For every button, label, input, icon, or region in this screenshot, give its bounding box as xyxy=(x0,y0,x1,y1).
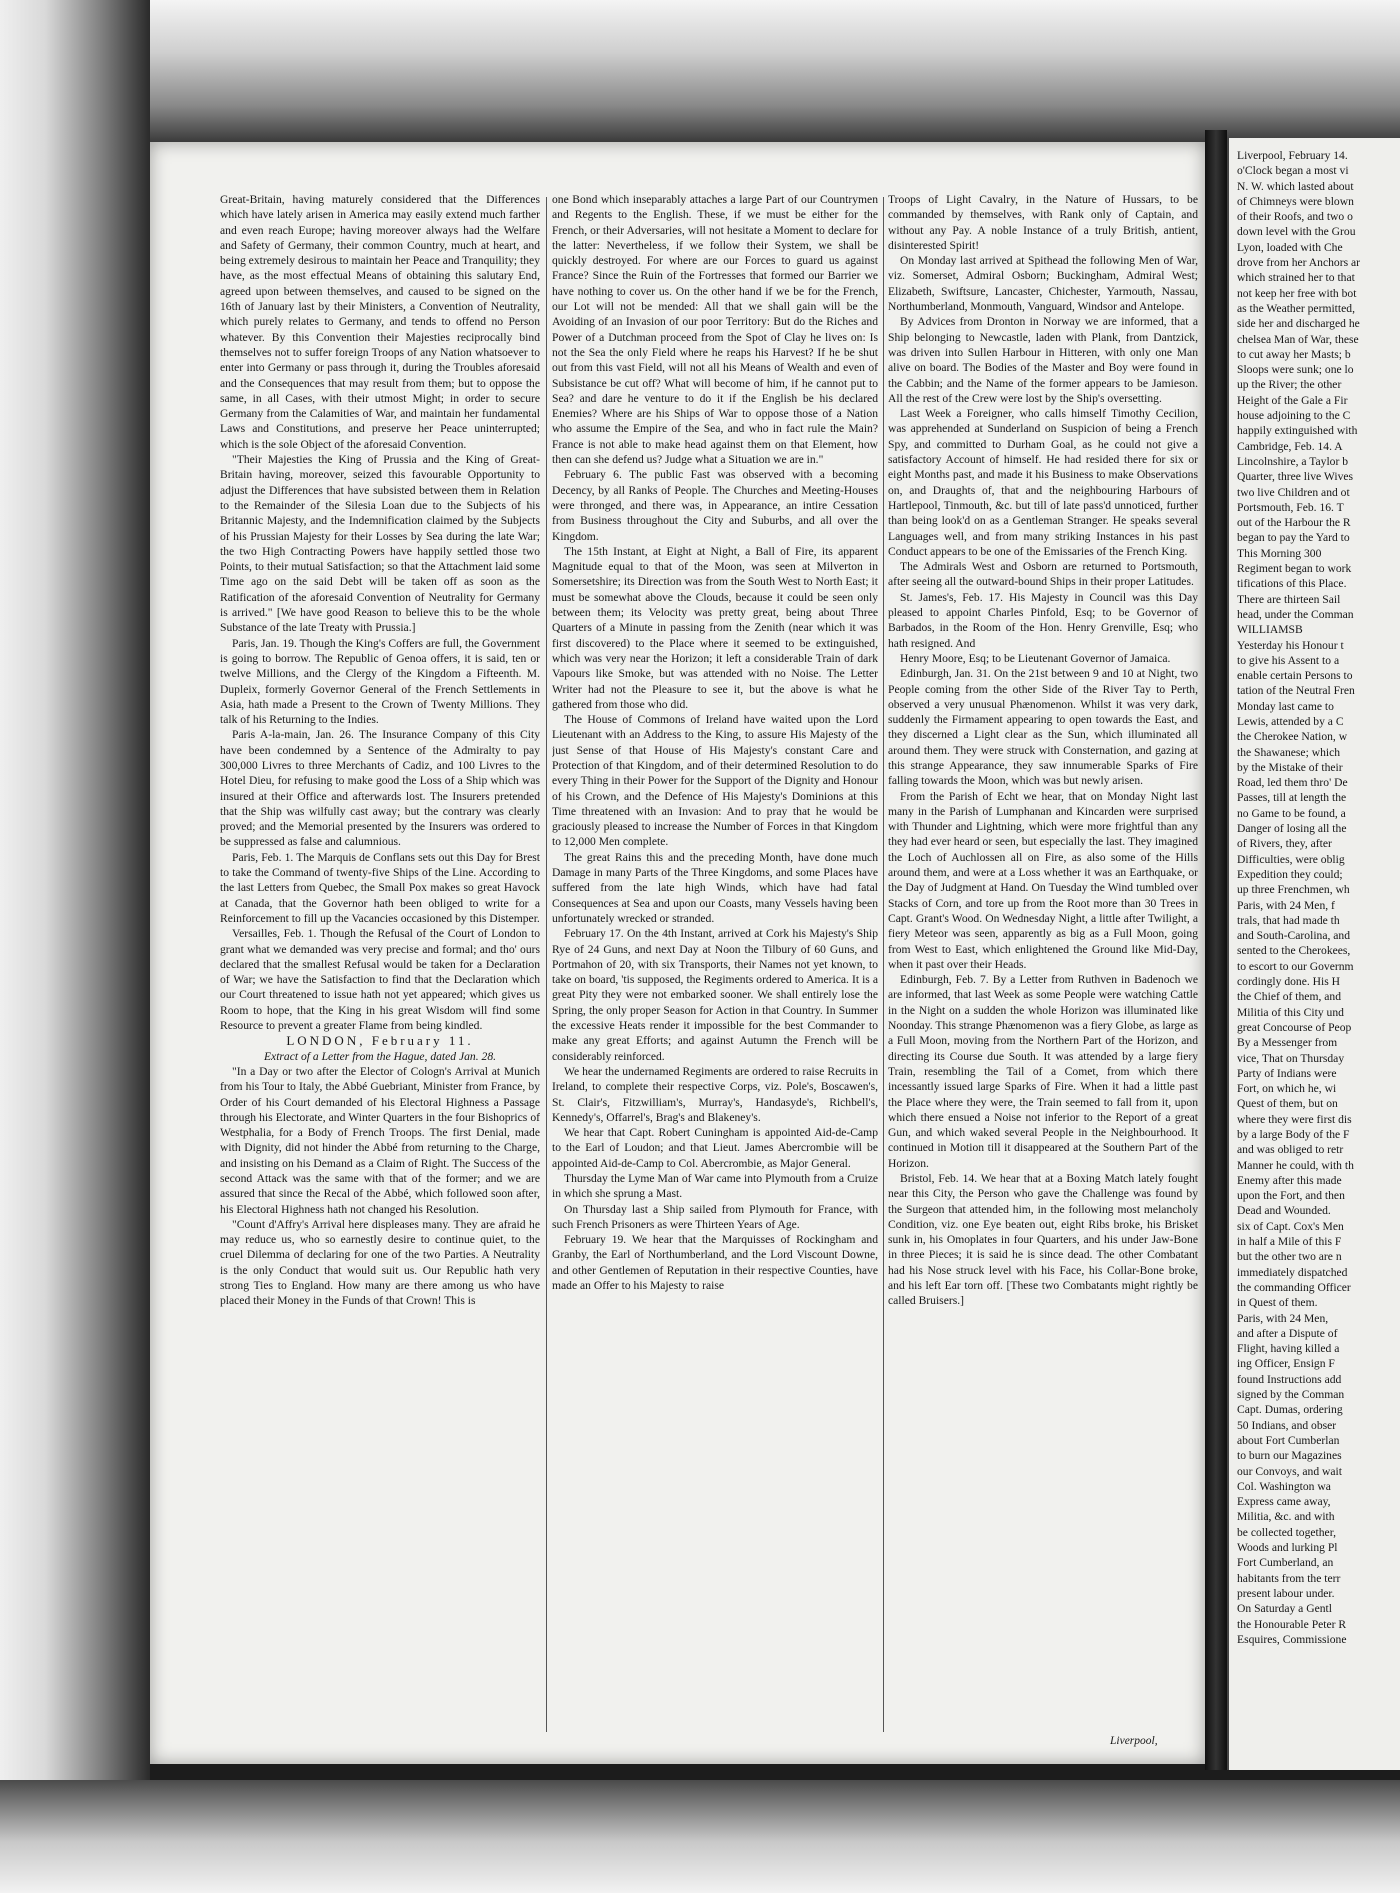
facing-page-line: Portsmouth, Feb. 16. T xyxy=(1237,500,1344,514)
facing-page-line: and South-Carolina, and xyxy=(1237,929,1351,943)
book-gutter xyxy=(1205,130,1227,1770)
facing-page-line: There are thirteen Sail xyxy=(1237,592,1341,606)
facing-page-line: Esquires, Commissione xyxy=(1237,1632,1347,1646)
facing-page-line: side her and discharged he xyxy=(1237,317,1360,331)
paragraph: "Count d'Affry's Arrival here displeases many. They are afraid he may reduce us, who so earnestly desire to continue quiet, to the cruel Dilemma of declaring for one of the two Parties. A Neutrality is the only Conduct that would suit us. Our Republic hath very strong Ties to England. How many are there among us who have placed their Money in the Funds of that Crown! This is xyxy=(220,1217,540,1308)
facing-page-line: tifications of this Place. xyxy=(1237,577,1347,591)
facing-page-line: Lewis, attended by a C xyxy=(1237,714,1344,728)
facing-page-line: up the River; the other xyxy=(1237,378,1342,392)
facing-page-line: Passes, till at length the xyxy=(1237,791,1347,805)
facing-page-line: in half a Mile of this F xyxy=(1237,1235,1342,1249)
facing-page-line: to give his Assent to a xyxy=(1237,653,1340,667)
facing-page-line: by the Mistake of their xyxy=(1237,760,1343,774)
facing-page-line: Road, led them thro' De xyxy=(1237,776,1348,790)
facing-page-line: Liverpool, February 14. xyxy=(1237,149,1348,162)
paragraph: We hear the undernamed Regiments are ordered to raise Recruits in Ireland, to complete their respective Corps, viz. Pole's, Boscawen's, St. Clair's, Fitzwilliam's, Murray's, Handasyde's, Richbell's, Kennedy's, Offarrel's, Brag's and Blakeney's. xyxy=(552,1064,878,1124)
facing-page-line: of their Roofs, and two o xyxy=(1237,210,1353,224)
dateline-heading: LONDON, February 11. xyxy=(286,1033,474,1049)
facing-page-line: to escort to our Governm xyxy=(1237,959,1354,973)
facing-page-line: by a large Body of the F xyxy=(1237,1128,1350,1141)
paragraph: one Bond which inseparably attaches a large Part of our Countrymen and Regents to the English. These, if we must be either for the French, or their Adversaries, will not hesitate a Moment to declare for the latter: Nevertheless, if we follow their System, we shall be quickly destroyed. For where are our Forces to guard us against France? Since the Ruin of the Fortresses that formed our Barrier we have nothing to cover us. On the other hand if we be for the French, our Lot will not be mended: All that we shall gain will be the Avoiding of an Invasion of our poor Territory: But do the Riches and Power of a Dutchman proceed from the Spot of Clay he lives on: Is not the Sea the only Field where he reaps his Harvest? If he be shut out from this vast Field, will not all his Means of Wealth and even of Subsistance be cut off? What will become of him, if he cannot put to Sea? and dare he venture to do it if the English be his declared Enemies? Where are his Ships of War to oppose those of a Nation who assume the Empire of the Sea, and who in fact rule the Main? France is not able to make head against them on that Element, how then can she defend us? Judge what a Situation we are in." xyxy=(552,193,878,467)
paragraph: Versailles, Feb. 1. Though the Refusal of the Court of London to grant what we demanded was very precise and formal; and tho' ours declared that the smallest Refusal would be taken for a Declaration of War; we have the Satisfaction to find that the Declaration which our Court threatened to issue hath not yet appeared; which gives us Room to hope, that the King in his great Wisdom will find some Resource to prevent a greater Flame from being kindled. xyxy=(220,927,540,1033)
column-3 xyxy=(888,192,1198,1742)
paragraph: The Admirals West and Osborn are returned to Portsmouth, after seeing all the outward-bound Ships in their proper Latitudes. xyxy=(888,560,1198,589)
facing-page-line: to cut away her Masts; b xyxy=(1237,347,1351,361)
facing-page-line: no Game to be found, a xyxy=(1237,806,1346,820)
paragraph: February 17. On the 4th Instant, arrived at Cork his Majesty's Ship Rye of 24 Guns, and next Day at Noon the Tilbury of 60 Guns, and Portmahon of 20, with six Transports, their Names not yet known, to take on board, 'tis supposed, the Regiments ordered to America. It is a great Pity they were not embarked sooner. We shall entirely lose the Spring, the only proper Season for Action in that Country. In Summer the excessive Heats render it impossible for the best Commander to make any great Efforts; and against Autumn the French will be considerably reinforced. xyxy=(552,927,878,1063)
facing-page-line: where they were first dis xyxy=(1237,1112,1352,1126)
facing-page-line: WILLIAMSB xyxy=(1237,623,1303,637)
paragraph: Great-Britain, having maturely considered that the Differences which have lately arisen in America may easily extend much farther and even reach Europe; having moreover always had the Welfare and Safety of Germany, their common Country, much at heart, and being extremely desirous to maintain her Peace and Tranquility; they have, as the most effectual Means of obtaining this salutary End, agreed upon between themselves, and caused to be signed on the 16th of January last by their Ministers, a Convention of Neutrality, which purely relates to Germany, and tends to offend no Person whatever. By this Convention their Majesties reciprocally bind themselves not to suffer foreign Troops of any Nation whatsoever to enter into Germany or pass through it, during the Troubles aforesaid and the Consequences that may result from them; but to oppose the same, in all Cases, with their utmost Might; in order to secure Germany from the Calamities of War, and maintain her fundamental Laws and Constitutions, and preserve her Peace uninterrupted; which is the sole Object of the aforesaid Convention. xyxy=(220,193,540,451)
facing-page-line: By a Messenger from xyxy=(1237,1036,1338,1050)
facing-page-line: Fort, on which he, wi xyxy=(1237,1082,1337,1096)
facing-page-line: the commanding Officer xyxy=(1237,1280,1351,1294)
facing-page-line: Paris, with 24 Men, f xyxy=(1237,898,1335,912)
facing-page-line: upon the Fort, and then xyxy=(1237,1189,1345,1203)
facing-page-line: head, under the Comman xyxy=(1237,607,1354,621)
facing-page-line: to burn our Magazines xyxy=(1237,1449,1342,1463)
paragraph: By Advices from Dronton in Norway we are informed, that a Ship belonging to Newcastle, laden with Plank, from Dantzick, was driven into Sullen Harbour in Hitteren, with only one Man alive on board. The Bodies of the Master and Boy were found in the Cabbin; and the Name of the former appears to be Jamieson. All the rest of the Crew were lost by the Ship's oversetting. xyxy=(888,315,1198,405)
facing-page-line: Manner he could, with th xyxy=(1237,1158,1354,1172)
facing-page-line: Regiment began to work xyxy=(1237,562,1352,576)
scan-left-shadow xyxy=(0,0,150,1893)
facing-page-line: of Chimneys were blown xyxy=(1237,194,1354,208)
facing-page-line: be collected together, xyxy=(1237,1525,1336,1539)
paragraph: Henry Moore, Esq; to be Lieutenant Governor of Jamaica. xyxy=(900,651,1171,665)
paragraph: We hear that Capt. Robert Cuningham is appointed Aid-de-Camp to the Earl of Loudon; and that Lieut. James Abercrombie will be appointed Aid-de-Camp to Col. Abercrombie, as Major General. xyxy=(552,1126,878,1170)
facing-page-line: Difficulties, were oblig xyxy=(1237,852,1345,866)
paragraph: Last Week a Foreigner, who calls himself Timothy Cecilion, was apprehended at Sunderland on Suspicion of being a French Spy, and committed to Durham Goal, as he could not give a satisfactory Account of himself. He had resided there for six or eight Months past, and made it his Business to make Observations on, and Draughts of, that and the neighbouring Harbours of Hartlepool, Tinmouth, &c. but till of late pass'd unnoticed, further than being look'd on as a Gentleman Stranger. He speaks several Languages well, and from many striking Instances in his past Conduct appears to be one of the Emissaries of the French King. xyxy=(888,407,1198,558)
facing-page-line: out of the Harbour the R xyxy=(1237,516,1351,530)
facing-page-line: Capt. Dumas, ordering xyxy=(1237,1403,1343,1417)
column-rule-2 xyxy=(883,197,884,1732)
facing-page-line: enable certain Persons to xyxy=(1237,669,1353,683)
facing-page-line: which strained her to that xyxy=(1237,271,1355,285)
facing-page-line: of Rivers, they, after xyxy=(1237,837,1332,851)
paragraph: February 6. The public Fast was observed with a becoming Decency, by all Ranks of People. The Churches and Meeting-Houses were thronged, and there was, in Appearance, an intire Cessation from Business throughout the City and Suburbs, and all over the Kingdom. xyxy=(552,468,878,543)
facing-page-line: Woods and lurking Pl xyxy=(1237,1541,1338,1555)
paragraph: The House of Commons of Ireland have waited upon the Lord Lieutenant with an Address to the King, to assure His Majesty of the just Sense of that House of His Majesty's constant Care and Protection of that Kingdom, and of their determined Resolution to do every Thing in their Power for the Support of the Dignity and Honour of his Crown, and the Defence of His Majesty's Dominions at this Time threatened with an Invasion: And to pray that he would be graciously pleased to increase the Number of Forces in that Kingdom to 12,000 Men complete. xyxy=(552,713,878,849)
facing-page-line: two live Children and ot xyxy=(1237,485,1350,499)
facing-page-line: Militia, &c. and with xyxy=(1237,1510,1335,1524)
paragraph: "In a Day or two after the Elector of Cologn's Arrival at Munich from his Tour to Italy, the Abbé Guebriant, Minister from France, by Order of his Court demanded of his Electoral Highness a Passage through his Electorate, and Winter Quarters in the four Bishoprics of Westphalia, for a Body of French Troops. The first Denial, made with Dignity, did not hinder the Abbé from returning to the Charge, and insisting on his Demand as a Claim of Right. The Success of the second Attack was the same with that of the former; and we are assured that since the Recal of the Abbé, which followed soon after, his Electoral Highness hath not changed his Resolution. xyxy=(220,1064,540,1216)
paragraph: Edinburgh, Feb. 7. By a Letter from Ruthven in Badenoch we are informed, that last Week as some People were watching Cattle in the Night on a sudden the whole Horizon was illuminated like Noonday. This strange Phænomenon was a fiery Globe, as large as a Full Moon, moving from the Northern Part of the Horizon, and directing its Course due South. It was attended by a large fiery Train, resembling the Tail of a Comet, from which there incessantly issued large Sparks of Fire. When it had a little past the Place where they were, the Train seemed to fall from it, upon which there ensued a Noise not inferior to the Report of a great Gun, and which waked several People in the Neighbourhood. It continued in Motion till it disappeared at the Southern Part of the Horizon. xyxy=(888,973,1198,1170)
facing-page-line: as the Weather permitted, xyxy=(1237,301,1355,315)
facing-page-line: and was obliged to retr xyxy=(1237,1143,1344,1157)
facing-page-fragment xyxy=(1227,138,1400,1770)
facing-page-line: tation of the Neutral Fren xyxy=(1237,684,1355,698)
facing-page-line: habitants from the terr xyxy=(1237,1571,1341,1585)
facing-page-line: sented to the Cherokees, xyxy=(1237,944,1351,958)
facing-page-line: Cambridge, Feb. 14. A xyxy=(1237,439,1343,453)
column-2 xyxy=(552,192,878,1742)
facing-page-line: not keep her free with bot xyxy=(1237,286,1357,300)
facing-page-line: Paris, with 24 Men, xyxy=(1237,1311,1329,1325)
column-rule-1 xyxy=(546,197,547,1732)
facing-page-line: Lyon, loaded with Che xyxy=(1237,240,1343,254)
facing-page-line: Monday last came to xyxy=(1237,699,1334,713)
facing-page-line: Enemy after this made xyxy=(1237,1173,1342,1187)
facing-page-line: This Morning 300 xyxy=(1237,546,1322,560)
facing-page-line: about Fort Cumberlan xyxy=(1237,1433,1340,1447)
facing-page-line: our Convoys, and wait xyxy=(1237,1464,1342,1478)
facing-page-line: Sloops were sunk; one lo xyxy=(1237,363,1354,377)
paragraph: On Monday last arrived at Spithead the following Men of War, viz. Somerset, Admiral Osborn; Buckingham, Admiral West; Elizabeth, Swiftsure, Lancaster, Chichester, Yarmouth, Nassau, Northumberland, Monmouth, Vanguard, Windsor and Antelope. xyxy=(888,254,1198,314)
scan-top-shadow xyxy=(0,0,1400,150)
facing-page-line: drove from her Anchors ar xyxy=(1237,256,1360,270)
paragraph: "Their Majesties the King of Prussia and the King of Great-Britain having, moreover, seized this favourable Opportunity to adjust the Differences that have subsisted between them in Relation to the Remainder of the Silesia Loan due to the Subjects of his Britannic Majesty, and the Indemnification claimed by the Subjects of his Prussian Majesty for their Losses by Sea during the late War; the two High Contracting Powers have happily settled those two Points, to their mutual Satisfaction; so that the Attachment laid some Time ago on the said Debt will be taken off as soon as the Ratification of the aforesaid Convention of Neutrality for Germany is arrived." [We have good Reason to believe this to be the whole Substance of the late Treaty with Prussia.] xyxy=(220,453,540,635)
facing-page-line: Dead and Wounded. xyxy=(1237,1204,1331,1218)
facing-page-line: house adjoining to the C xyxy=(1237,409,1351,423)
letter-heading: Extract of a Letter from the Hague, dated Jan. 28. xyxy=(263,1049,497,1063)
facing-page-line: the Chief of them, and xyxy=(1237,990,1341,1004)
facing-page-line: o'Clock began a most vi xyxy=(1237,164,1349,178)
facing-page-line: Lincolnshire, a Taylor b xyxy=(1237,454,1349,468)
facing-page-line: Express came away, xyxy=(1237,1495,1331,1509)
facing-page-line: Fort Cumberland, an xyxy=(1237,1556,1334,1570)
facing-page-line: 50 Indians, and obser xyxy=(1237,1418,1337,1432)
facing-page-line: six of Capt. Cox's Men xyxy=(1237,1219,1344,1233)
paragraph: The great Rains this and the preceding Month, have done much Damage in many Parts of the Three Kingdoms, and some Places have suffered from the late high Winds, which have had fatal Consequences at Sea and upon our Coasts, many Vessels having been unfortunately wrecked or stranded. xyxy=(552,850,878,925)
paragraph: St. James's, Feb. 17. His Majesty in Council was this Day pleased to appoint Charles Pinfold, Esq; to be Governor of Barbados, in the Room of the Hon. Henry Grenville, Esq; who hath resigned. And xyxy=(888,590,1198,650)
paragraph: February 19. We hear that the Marquisses of Rockingham and Granby, the Earl of Northumberland, and the Lord Viscount Downe, and other Gentlemen of Reputation in their respective Counties, have made an Offer to his Majesty to raise xyxy=(552,1233,878,1293)
facing-page-line: Yesterday his Honour t xyxy=(1237,638,1344,652)
paragraph: Troops of Light Cavalry, in the Nature of Hussars, to be commanded by themselves, with Rank only of Captain, and without any Pay. A noble Instance of a truly British, antient, disinterested Spirit! xyxy=(888,193,1198,252)
facing-page-line: immediately dispatched xyxy=(1237,1265,1348,1279)
paragraph: From the Parish of Echt we hear, that on Monday Night last many in the Parish of Lumphanan and Kincarden were surprised with Thunder and Lightning, which were more frightful than any they had ever heard or seen, but especially the last. They imagined the Loch of Auchlossen all on Fire, as also some of the Hills around them, and were at a Loss whether it was an Earthquake, or the Day of Judgment at Hand. On Tuesday the Wind tumbled over Stacks of Corn, and tore up from the Root more than 30 Trees in Capt. Grant's Wood. On Wednesday Night, a little after Twilight, a fiery Meteor was seen, apparently as big as a Full Moon, going from West to East, which enlightened the Ground like Mid-Day, when it past over their Heads. xyxy=(888,789,1198,971)
facing-page-line: vice, That on Thursday xyxy=(1237,1051,1345,1065)
paragraph: Paris, Feb. 1. The Marquis de Conflans sets out this Day for Brest to take the Command of twenty-five Ships of the Line. According to the last Letters from Quebec, the Small Pox makes so great Havock at Canada, that the Governor hath been obliged to write for a Reinforcement to fill up the Vacancies occasioned by this Distemper. xyxy=(220,850,540,925)
facing-page-line: Col. Washington wa xyxy=(1237,1479,1331,1493)
facing-page-line: found Instructions add xyxy=(1237,1372,1342,1386)
paragraph: Bristol, Feb. 14. We hear that at a Boxing Match lately fought near this City, the Person who gave the Challenge was found by the Surgeon that attended him, in the following most melancholy Condition, viz. one Eye beaten out, eight Ribs broke, his Brisket sunk in, his Omoplates in four Quarters, and his under Jaw-Bone in three Pieces; it is said he is since dead. The other Combatant had his Nose struck level with his Face, his Collar-Bone broke, and his left Ear torn off. [These two Combatants might rightly be called Bruisers.] xyxy=(888,1172,1198,1308)
facing-page-line: great Concourse of Peop xyxy=(1237,1020,1352,1034)
paragraph: Edinburgh, Jan. 31. On the 21st between 9 and 10 at Night, two People coming from the other Side of the River Tay to Perth, observed a very unusual Phænomenon. Whilst it was very dark, suddenly the Firmament appearing to open towards the East, and they discerned a Light clear as the Sun, which illuminated all around them. They were struck with Consternation, and gazing at this strange Appearance, they saw innumerable Sparks of Fire falling towards the Moon, which was but newly arisen. xyxy=(888,667,1198,788)
facing-page-line: Quest of them, but on xyxy=(1237,1097,1338,1111)
facing-page-line: the Honourable Peter R xyxy=(1237,1617,1347,1631)
paragraph: Paris, Jan. 19. Though the King's Coffers are full, the Government is going to borrow. The Republic of Genoa offers, it is said, ten or twelve Millions, and the Clergy of the Kingdom a Fifteenth. M. Dupleix, formerly Governor General of the French Settlements in Asia, hath made a Present to the Crown of Twenty Millions. They talk of his Returning to the Indies. xyxy=(220,636,540,727)
scan-bottom-shadow xyxy=(0,1780,1400,1893)
facing-page-line: Quarter, three live Wives xyxy=(1237,470,1354,484)
facing-page-line: chelsea Man of War, these xyxy=(1237,332,1359,346)
facing-page-line: Danger of losing all the xyxy=(1237,822,1347,836)
facing-page-line: the Shawanese; which xyxy=(1237,745,1341,759)
facing-page-line: happily extinguished with xyxy=(1237,424,1358,438)
facing-page-line: trals, that had made th xyxy=(1237,913,1340,927)
column-1 xyxy=(220,192,540,1742)
facing-page-line: up three Frenchmen, wh xyxy=(1237,883,1350,897)
facing-page-line: ing Officer, Ensign F xyxy=(1237,1357,1335,1371)
facing-page-line: Height of the Gale a Fir xyxy=(1237,393,1348,407)
facing-page-edge xyxy=(1227,138,1229,1770)
facing-page-line: Flight, having killed a xyxy=(1237,1342,1340,1356)
facing-page-line: and after a Dispute of xyxy=(1237,1326,1338,1340)
facing-page-line: On Saturday a Gentl xyxy=(1237,1602,1332,1616)
facing-page-line: began to pay the Yard to xyxy=(1237,531,1350,545)
facing-page-line: Expedition they could; xyxy=(1237,867,1343,881)
facing-page-line: N. W. which lasted about xyxy=(1237,179,1354,193)
catchword: Liverpool, xyxy=(1110,1735,1158,1747)
paragraph: On Thursday last a Ship sailed from Plymouth for France, with such French Prisoners as were Thirteen Years of Age. xyxy=(552,1202,878,1231)
facing-page-line: down level with the Grou xyxy=(1237,225,1356,239)
facing-page-line: cordingly done. His H xyxy=(1237,975,1341,989)
paragraph: Paris A-la-main, Jan. 26. The Insurance Company of this City have been condemned by a Sentence of the Admiralty to pay 300,000 Livres to three Merchants of Cadiz, and 100 Livres to the Hotel Dieu, for refusing to make good the Loss of a Ship which was insured at their Office and afterwards lost. The Insurers pretended that the Ship was wilfully cast away; but the contrary was clearly proved; and the Memorial presented by the Insurers was ordered to be suppressed as false and calumnious. xyxy=(220,728,540,849)
facing-page-line: Party of Indians were xyxy=(1237,1066,1337,1080)
facing-page-line: signed by the Comman xyxy=(1237,1388,1345,1402)
paragraph: Thursday the Lyme Man of War came into Plymouth from a Cruize in which she sprung a Mast. xyxy=(552,1172,878,1201)
facing-page-line: Militia of this City und xyxy=(1237,1005,1344,1019)
facing-page-line: in Quest of them. xyxy=(1237,1296,1318,1310)
newspaper-page xyxy=(150,142,1205,1764)
facing-page-line: but the other two are n xyxy=(1237,1250,1342,1264)
facing-page-line: the Cherokee Nation, w xyxy=(1237,730,1348,744)
facing-page-column xyxy=(1237,148,1400,1647)
paragraph: The 15th Instant, at Eight at Night, a Ball of Fire, its apparent Magnitude equal to that of the Moon, was seen at Milverton in Somersetshire; its Direction was from the South West to North East; it must be somewhat above the Clouds, because it could be seen only between them; its Velocity was pretty great, being about Three Quarters of a Minute in passing from the Zenith (near which it was first discovered) to the Place where it seemed to be extinguished, which was very near the Horizon; it left a considerable Train of dark Vapours like Smoke, but was attended with no Noise. The Letter Writer had not the Pleasure to see it, but the above is what he gathered from those who did. xyxy=(552,544,878,711)
facing-page-line: present labour under. xyxy=(1237,1586,1335,1600)
